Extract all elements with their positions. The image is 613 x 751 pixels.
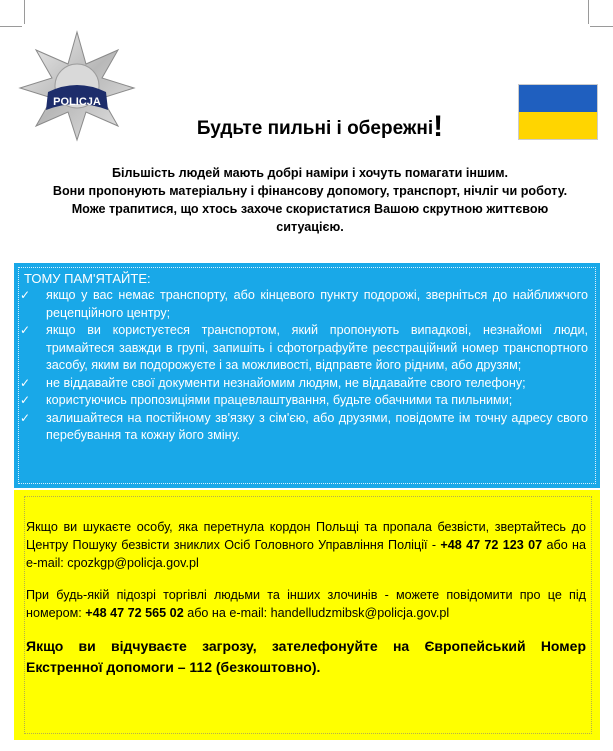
intro-line: Більшість людей мають добрі наміри і хочуть помагати іншим.	[111, 166, 509, 180]
flag-blue-stripe	[519, 85, 597, 112]
intro-line: Може трапитися, що хтось захоче скористатися Вашою скрутною життєвою	[71, 202, 549, 216]
reminder-item-text: залишайтеся на постійному зв'язку з сім'єю, або друзями, повідомте ім точну адресу свого перебування та кожну його зміну.	[46, 410, 588, 442]
missing-persons-email[interactable]: або на e-mail: cpozkgp@policja.gov.pl	[26, 538, 586, 570]
title-exclamation: !	[433, 110, 444, 143]
checkmark-icon: ✓	[20, 375, 31, 390]
missing-persons-paragraph	[26, 518, 586, 572]
missing-persons-phone[interactable]: +48 47 72 123 07	[440, 538, 543, 552]
police-logo	[18, 30, 136, 142]
title-text: Будьте пильні і обережні	[196, 118, 434, 139]
police-star-icon	[18, 30, 136, 142]
crop-mark-tl-h	[0, 26, 22, 27]
reminder-item-text: не віддавайте свої документи незнайомим людям, не віддавайте свого телефону;	[46, 375, 526, 390]
reminder-item	[20, 375, 588, 393]
checkmark-icon: ✓	[20, 410, 31, 425]
poster-title	[120, 108, 520, 142]
missing-persons-text: Якщо ви шукаєте особу, яка перетнула кордон Польщі та пропала безвісти, звертайтесь до Центру Пошуку безвісти зниклих Осіб Головного Управління Поліції -	[26, 520, 586, 552]
logo-text: POLICJA	[53, 96, 101, 108]
reminder-item	[20, 410, 588, 445]
checkmark-icon: ✓	[20, 288, 31, 302]
crop-mark-tr-h	[590, 26, 613, 27]
emergency-paragraph	[26, 636, 586, 678]
reminder-list	[20, 287, 588, 445]
trafficking-phone[interactable]: +48 47 72 565 02	[85, 606, 184, 620]
reminder-item	[20, 392, 588, 410]
intro-line: Вони пропонують матеріальну і фінансову допомогу, транспорт, нічліг чи роботу.	[52, 184, 568, 198]
contact-box	[14, 490, 600, 740]
flag-yellow-stripe	[519, 112, 597, 139]
intro-paragraph	[30, 164, 590, 236]
trafficking-email[interactable]: або на e-mail: handelludzmibsk@policja.gov.pl	[183, 606, 450, 620]
checkmark-icon: ✓	[20, 393, 31, 407]
intro-line: ситуацією.	[276, 220, 344, 234]
reminder-item	[20, 322, 588, 375]
reminder-item-text: якщо у вас немає транспорту, або кінцевого пункту подорожі, зверніться до найближчого рецепційного центру;	[46, 288, 588, 320]
trafficking-paragraph	[26, 586, 586, 622]
ukraine-flag	[518, 84, 598, 140]
reminder-heading: ТОМУ ПАМ'ЯТАЙТЕ:	[24, 271, 151, 286]
emergency-text: Якщо ви відчуваєте загрозу, зателефонуйте на Європейський Номер Екстренної допомоги – 112 (безкоштовно).	[26, 638, 586, 675]
checkmark-icon: ✓	[20, 323, 31, 337]
reminder-item-text: якщо ви користуєтеся транспортом, який пропонують випадкові, незнайомі люди, тримайтеся завжди в групі, запишіть і сфотографуйте реєстраційний номер транспортного засобу, яким ви подорожуєте і за можливості, відправте його рідним, або друзям;	[46, 323, 588, 372]
reminder-item-text: користуючись пропозиціями працевлаштування, будьте обачними та пильними;	[46, 393, 513, 407]
crop-mark-tr-v	[588, 0, 589, 24]
reminder-box	[14, 263, 600, 488]
reminder-item	[20, 287, 588, 322]
crop-mark-tl-v	[24, 0, 25, 24]
trafficking-text: При будь-якій підозрі торгівлі людьми та інших злочинів - можете повідомити про це під номером:	[26, 588, 586, 620]
